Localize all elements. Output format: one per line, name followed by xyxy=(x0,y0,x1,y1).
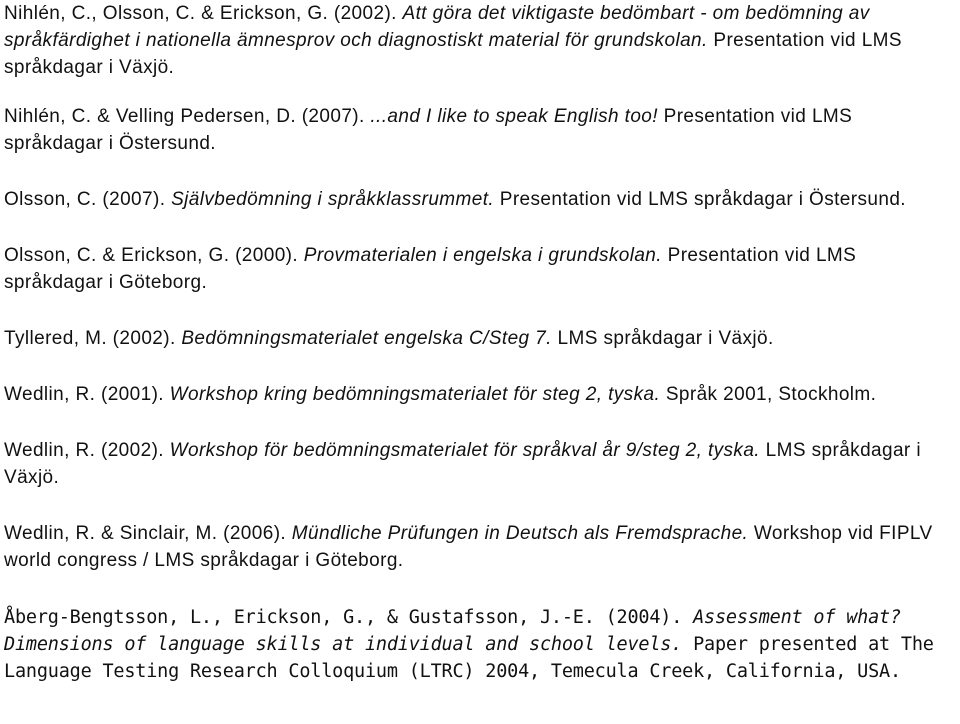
reference-entry xyxy=(4,381,956,408)
reference-authors-year: Olsson, C. (2007). xyxy=(4,189,172,210)
reference-venue: Paper presented at The Language Testing Research Colloquium (LTRC) 2004, Temecula Creek, California, USA. xyxy=(4,634,934,682)
reference-entry xyxy=(4,0,956,81)
reference-title: Workshop för bedömningsmaterialet för språkval år 9/steg 2, tyska. xyxy=(169,440,760,461)
reference-authors-year: Tyllered, M. (2002). xyxy=(4,328,182,349)
reference-venue: Presentation vid LMS språkdagar i Östersund. xyxy=(4,106,853,154)
reference-authors-year: Åberg-Bengtsson, L., Erickson, G., & Gustafsson, J.-E. (2004). xyxy=(4,607,694,628)
reference-venue: Presentation vid LMS språkdagar i Östersund. xyxy=(494,189,906,210)
reference-venue: LMS språkdagar i Växjö. xyxy=(551,328,774,349)
reference-entry xyxy=(4,520,956,574)
reference-authors-year: Nihlén, C., Olsson, C. & Erickson, G. (2002). xyxy=(4,3,403,24)
reference-venue: LMS språkdagar i Växjö. xyxy=(4,440,921,488)
reference-venue: Språk 2001, Stockholm. xyxy=(660,384,877,405)
reference-entry xyxy=(4,103,956,157)
reference-list xyxy=(4,0,956,685)
reference-title: Assessment of what? Dimensions of language skills at individual and school levels. xyxy=(4,607,901,655)
reference-title: ...and I like to speak English too! xyxy=(370,106,658,127)
reference-authors-year: Wedlin, R. & Sinclair, M. (2006). xyxy=(4,523,292,544)
reference-title: Workshop kring bedömningsmaterialet för steg 2, tyska. xyxy=(169,384,661,405)
reference-entry xyxy=(4,186,956,213)
reference-title: Provmaterialen i engelska i grundskolan. xyxy=(303,245,662,266)
reference-authors-year: Wedlin, R. (2001). xyxy=(4,384,170,405)
reference-authors-year: Nihlén, C. & Velling Pedersen, D. (2007). xyxy=(4,106,371,127)
reference-title: Mündliche Prüfungen in Deutsch als Fremdsprache. xyxy=(291,523,749,544)
reference-entry xyxy=(4,437,956,491)
reference-authors-year: Olsson, C. & Erickson, G. (2000). xyxy=(4,245,304,266)
reference-venue: Presentation vid LMS språkdagar i Växjö. xyxy=(4,30,902,78)
reference-entry xyxy=(4,325,956,352)
reference-entry xyxy=(4,242,956,296)
reference-entry xyxy=(4,604,956,685)
reference-title: Bedömningsmaterialet engelska C/Steg 7. xyxy=(181,328,552,349)
reference-venue: Presentation vid LMS språkdagar i Göteborg. xyxy=(4,245,857,293)
reference-authors-year: Wedlin, R. (2002). xyxy=(4,440,170,461)
reference-title: Att göra det viktigaste bedömbart - om bedömning av språkfärdighet i nationella ämnesprov och diagnostiskt material för grundskolan. xyxy=(4,3,870,51)
reference-title: Självbedömning i språkklassrummet. xyxy=(171,189,495,210)
reference-venue: Workshop vid FIPLV world congress / LMS språkdagar i Göteborg. xyxy=(4,523,933,571)
